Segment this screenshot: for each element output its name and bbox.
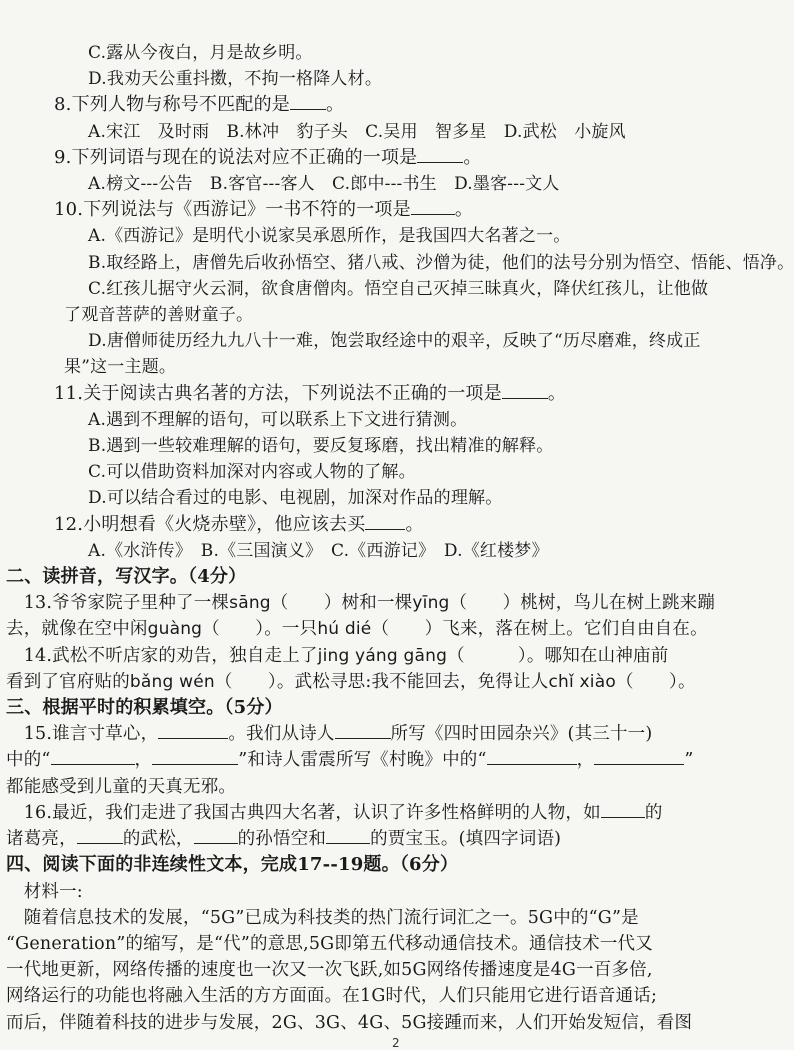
text-line: [6, 879, 772, 905]
line-text: （ ）。一只: [202, 619, 318, 640]
line-text: （ ）。: [615, 671, 696, 692]
answer-blank: [158, 722, 228, 739]
line-text: 。: [405, 513, 424, 535]
text-line: [64, 302, 772, 328]
line-text: （ ）桃树，鸟儿在树上跳来蹦: [449, 593, 716, 614]
line-text: C.红孩儿据守火云洞，欲食唐僧肉。悟空自己灭掉三昧真火，降伏红孩儿，让他做: [88, 278, 709, 299]
line-text: A.遇到不理解的语句，可以联系上下文进行猜测。: [88, 409, 468, 430]
line-text: 随着信息技术的发展，“5G”已成为科技类的热门流行词汇之一。5G中的“G”是: [6, 907, 639, 928]
line-text: 网络运行的功能也将融入生活的方方面面。在1G时代，人们只能用它进行语音通话;: [6, 986, 658, 1007]
text-line: [6, 747, 772, 773]
line-text: 。: [547, 382, 567, 404]
answer-blank: [326, 827, 370, 844]
line-text: （ ）飞来，落在树上。它们自由自在。: [371, 619, 708, 640]
line-text: 所写《四时田园杂兴》(其三十一): [390, 724, 653, 745]
text-line: [88, 459, 772, 485]
answer-blank: [487, 748, 577, 765]
pinyin: sāng: [229, 593, 271, 614]
line-text: 13.爷爷家院子里种了一棵: [6, 593, 230, 614]
line-text: 一代地更新，网络传播的速度也一次又一次飞跃,如5G网络传播速度是4G一百多倍,: [6, 960, 653, 981]
text-line: [88, 250, 794, 276]
line-text: 材料一:: [6, 881, 83, 902]
line-text: 中的“: [6, 750, 51, 771]
line-text: 了观音菩萨的善财童子。: [64, 305, 254, 326]
line-text: D.唐僧师徒历经九九八十一难，饱尝取经途中的艰辛，反映了“历尽磨难，终成正: [88, 331, 701, 352]
page-number: 2: [392, 1036, 400, 1050]
line-text: 15.谁言寸草心，: [6, 724, 159, 745]
pinyin: guàng: [147, 619, 203, 640]
line-text: ”: [684, 750, 694, 771]
text-line: [6, 695, 772, 721]
line-text: ，: [576, 750, 595, 771]
text-line: [88, 485, 772, 511]
line-text: C.露从今夜白，月是故乡明。: [88, 43, 313, 63]
answer-blank: [51, 748, 135, 765]
text-line: [6, 1010, 772, 1036]
line-text: A.宋江 及时雨 B.林冲 豹子头 C.吴用 智多星 D.武松 小旋风: [88, 121, 626, 142]
text-line: [54, 197, 772, 223]
text-line: [6, 905, 772, 931]
pinyin: bǎng wén: [129, 671, 215, 692]
answer-blank: [594, 748, 684, 765]
pinyin: jing yáng gāng: [317, 645, 448, 666]
pinyin: yīng: [412, 593, 450, 614]
line-text: 而后，伴随着科技的进步与发展，2G、3G、4G、5G接踵而来，人们开始发短信，看图: [6, 1012, 693, 1033]
line-text: A.榜文---公告 B.客官---客人 C.郎中---书生 D.墨客---文人: [88, 174, 560, 195]
line-text: 8.下列人物与称号不匹配的是: [54, 94, 290, 116]
text-line: [6, 957, 772, 983]
text-line: [6, 931, 772, 957]
answer-blank: [152, 748, 238, 765]
answer-blank: [365, 513, 405, 530]
answer-blank: [290, 93, 326, 110]
text-line: [6, 774, 772, 800]
text-line: [6, 616, 772, 642]
line-text: 都能感受到儿童的天真无邪。: [6, 776, 237, 797]
text-line: [6, 643, 772, 669]
text-line: [54, 92, 772, 118]
line-text: 诸葛亮，: [6, 829, 77, 850]
text-line: [88, 40, 772, 66]
line-text: “Generation”的缩写，是“代”的意思,5G即第五代移动通信技术。通信技术一代又: [6, 933, 653, 954]
text-line: [88, 171, 772, 197]
text-line: [88, 328, 772, 354]
text-line: [54, 381, 772, 407]
line-text: A.《水浒传》 B.《三国演义》 C.《西游记》 D.《红楼梦》: [88, 540, 549, 561]
line-text: （ ）。哪知在山神庙前: [447, 645, 669, 666]
line-text: 果”这一主题。: [64, 357, 177, 378]
line-text: 看到了官府贴的: [6, 671, 130, 692]
pinyin: chǐ xiào: [548, 671, 616, 692]
text-line: [88, 433, 772, 459]
answer-blank: [411, 198, 455, 215]
text-line: [54, 145, 772, 171]
line-text: 的: [644, 802, 663, 823]
text-line: [6, 564, 772, 590]
text-line: [88, 119, 772, 145]
line-text: 的贾宝玉。(填四字词语): [370, 829, 562, 850]
line-text: 四、阅读下面的非连续性文本，完成17--19题。（6分）: [6, 854, 459, 876]
text-line: [6, 590, 772, 616]
answer-blank: [502, 382, 548, 399]
text-line: [88, 276, 772, 302]
line-text: 9.下列词语与现在的说法对应不正确的一项是: [54, 146, 418, 168]
text-line: [6, 983, 772, 1009]
text-line: [88, 407, 772, 433]
text-line: [88, 223, 772, 249]
text-line: [6, 721, 772, 747]
line-text: ”和诗人雷震所写《村晚》中的“: [238, 750, 487, 771]
line-text: 。我们从诗人: [228, 724, 335, 745]
answer-blank: [335, 722, 391, 739]
text-line: [6, 826, 772, 852]
line-text: 的孙悟空和: [237, 829, 327, 850]
answer-blank: [194, 827, 238, 844]
line-text: 去，就像在空中闲: [6, 619, 148, 640]
answer-blank: [77, 827, 123, 844]
text-line: [88, 66, 772, 92]
line-text: B.遇到一些较难理解的语句，要反复琢磨，找出精准的解释。: [88, 436, 554, 457]
line-text: A.《西游记》是明代小说家吴承恩所作，是我国四大名著之一。: [88, 226, 571, 247]
line-text: ，: [134, 750, 153, 771]
text-line: [6, 852, 772, 878]
line-text: （ ）。武松寻思:我不能回去，免得让人: [214, 671, 549, 692]
text-line: [6, 669, 772, 695]
exam-content: [6, 40, 794, 1036]
line-text: （ ）树和一棵: [270, 593, 413, 614]
text-line: [6, 800, 772, 826]
line-text: B.取经路上，唐僧先后收孙悟空、猪八戒、沙僧为徒，他们的法号分别为悟空、悟能、悟净。: [88, 252, 794, 273]
line-text: 。: [325, 94, 345, 116]
line-text: D.可以结合看过的电影、电视剧，加深对作品的理解。: [88, 488, 503, 509]
line-text: 的武松，: [122, 829, 194, 850]
pinyin: hú dié: [317, 619, 372, 640]
text-line: [64, 354, 772, 380]
answer-blank: [601, 801, 645, 818]
line-text: 12.小明想看《火烧赤壁》，他应该去买: [54, 513, 366, 535]
line-text: 14.武松不听店家的劝告，独自走上了: [6, 645, 318, 666]
line-text: 16.最近，我们走进了我国古典四大名著，认识了许多性格鲜明的人物，如: [6, 802, 601, 823]
line-text: 。: [454, 199, 474, 221]
line-text: 。: [463, 146, 482, 168]
text-line: [54, 512, 772, 538]
text-line: [88, 538, 772, 564]
line-text: 三、根据平时的积累填空。（5分）: [6, 697, 283, 719]
line-text: 二、读拼音，写汉字。（4分）: [6, 566, 247, 588]
line-text: D.我劝天公重抖擞，不拘一格降人材。: [88, 69, 383, 90]
line-text: 10.下列说法与《西游记》一书不符的一项是: [54, 199, 411, 221]
line-text: 11.关于阅读古典名著的方法，下列说法不正确的一项是: [54, 382, 502, 404]
answer-blank: [417, 146, 463, 163]
line-text: C.可以借助资料加深对内容或人物的了解。: [88, 462, 416, 483]
